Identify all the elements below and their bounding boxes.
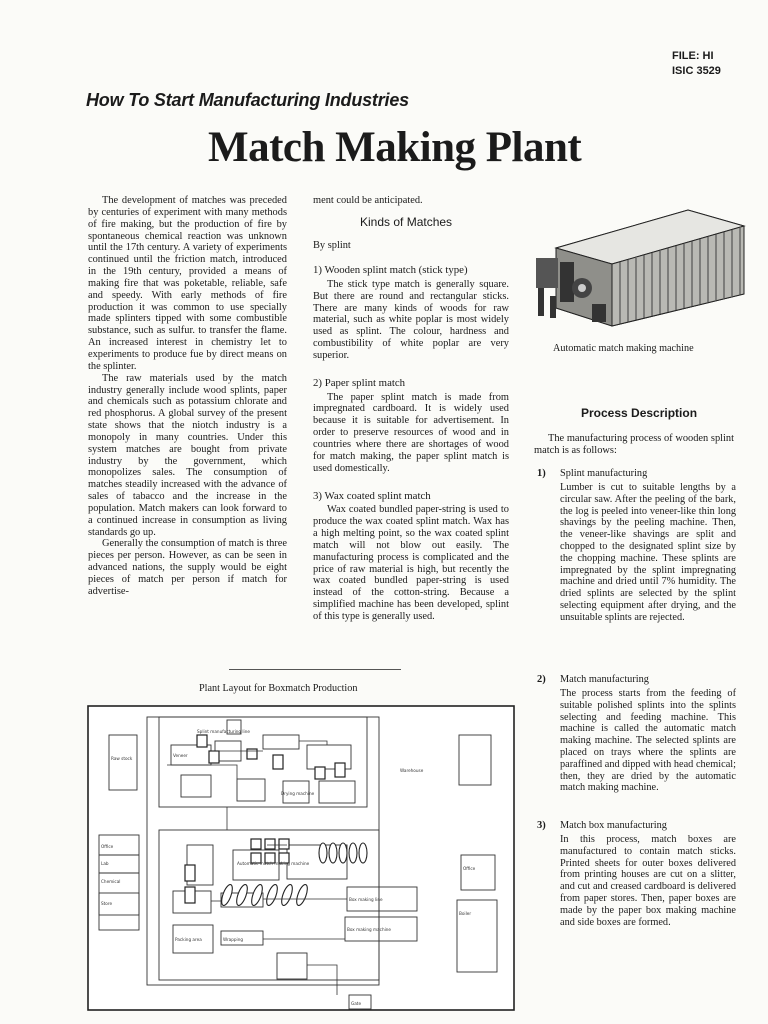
paragraph: Generally the consumption of match is three pieces per person. However, as can be seen in advanced nations, the supply would be eight pieces of match per person if match for advertise- <box>88 538 287 597</box>
label-packing: Packing area <box>175 937 202 942</box>
process-intro <box>534 433 734 457</box>
intro-column <box>88 195 287 598</box>
step-title: Splint manufacturing <box>560 468 648 479</box>
label-boiler: Boiler <box>459 911 472 916</box>
figure-caption: Automatic match making machine <box>553 343 694 354</box>
label-office: Office <box>101 844 114 849</box>
paragraph: The stick type match is generally square. But there are round and rectangular sticks. There are many kinds of woods for raw material, such as white poplar is most widely used as splint. The colour, hardness and combustibility of white poplar are very superior. <box>313 278 509 361</box>
section-heading: Kinds of Matches <box>360 215 453 229</box>
page-title: Match Making Plant <box>208 124 582 171</box>
label-lab: Lab <box>101 861 109 866</box>
label-warehouse: Warehouse <box>400 768 424 773</box>
step-title: Match box manufacturing <box>560 820 667 831</box>
step-title: Match manufacturing <box>560 674 649 685</box>
label-chemical: Chemical <box>101 879 121 884</box>
step-number: 1) <box>537 468 546 479</box>
isic-label: ISIC 3529 <box>672 65 721 77</box>
step-text: The process starts from the feeding of suitable polished splints into the splints selecting and feeding machine. This machine is called the automatic match making machine. The selected splints are placed on trays where the splints are paraffined and dipped with head chemical; then, they are dried by the automatic match making machine. <box>560 688 736 794</box>
paragraph: The manufacturing process of wooden splint match is as follows: <box>534 433 734 456</box>
step-number: 2) <box>537 674 546 685</box>
paragraph: The development of matches was preceded by centuries of experiment with many methods of fire making, but the production of fire by spontaneous chemical reaction was unknown until the 17th century. A variety of experiments continued until the friction match, introduced in the 19th century, provided a means of making fire that was poketable, reliable, safe and speedy. With early methods of fire production it was common to use specially made splinters tipped with some combustible substance, such as sulfur. to transfer the flame. An increased interest in chemistry let to experiments to produce fue by direct means on the splinter. <box>88 195 287 372</box>
item-heading: 1) Wooden splint match (stick type) <box>313 264 468 276</box>
figure-caption: Plant Layout for Boxmatch Production <box>199 683 358 694</box>
label-raw-stock: Raw stock <box>111 756 133 761</box>
label-match-machine: Automatic match making machine <box>237 861 310 866</box>
file-code <box>672 49 762 79</box>
step-number: 3) <box>537 820 546 831</box>
label-office-2: Office <box>463 866 476 871</box>
step-text: Lumber is cut to suitable lengths by a circular saw. After the peeling of the bark, the log is peeled into veneer-like thin long shavings by the peeling machine. Then, the veneer-like shavings are split and chopped to the designated splint size by the chopping machine. These splints are impregnated by the splint impregnating machine and dried until 7% humidity. The dried splints are selected by the splint selecting equipment after drying, and the unsuitable splints are rejected. <box>560 482 736 623</box>
item-heading: 2) Paper splint match <box>313 376 406 389</box>
paragraph: The paper splint match is made from impregnated cardboard. It is widely used because it is suitable for advertisement. In order to preserve resources of wood and in countries where there are shortages of wood for match making, the paper splint match is used domestically. <box>313 391 509 474</box>
continuation-text <box>313 195 509 207</box>
item-heading: 3) Wax coated splint match <box>313 489 431 502</box>
label-splint-line: Splint manufacturing line <box>197 729 250 734</box>
paragraph: Wax coated bundled paper-string is used to produce the wax coated splint match. Wax has a high melting point, so the wax coated splint match will not blow out easily. The manufacturing process is complicated and the price of raw material is high, but recently the wax coated bundled paper-string is used instead of the cotton-string. Because a simplified machine has been developed, splint of this type is generally used. <box>313 504 509 622</box>
paragraph: ment could be anticipated. <box>313 195 423 206</box>
paragraph: The raw materials used by the match industry generally include wood splints, paper and chemicals such as potassium chlorate and red phosphorus. A global survey of the present state shows that the niotch industry is a monopoly in many countries. Under this system matches are bought from private industry by the government, which monopolizes sales. The consumption of matches steadily increased with the advance of sales of tabacco and the increase in the population. Match makers can look forward to a continued increase in consumption as living standards go up. <box>88 372 287 538</box>
series-title: How To Start Manufacturing Industries <box>86 90 409 110</box>
divider <box>229 669 401 670</box>
section-heading: Process Description <box>581 406 698 420</box>
plant-layout-diagram <box>87 705 515 1011</box>
file-label: FILE: HI <box>672 50 714 62</box>
kinds-column <box>313 260 509 623</box>
step-text: In this process, match boxes are manufactured to contain match sticks. Printed sheets for outer boxes delivered from printing houses are cut on a slitter, and cut and creased cardboard is delivered from paper stores. Then, paper boxes are made by the paper box making machine and side boxes are formed. <box>560 834 736 928</box>
subheading: By splint <box>313 240 351 251</box>
label-gate: Gate <box>351 1001 362 1006</box>
label-wrap: Wrapping <box>223 937 244 942</box>
label-drying: Drying machine <box>281 791 315 796</box>
label-store: Store <box>101 901 113 906</box>
label-veneer: Veneer <box>173 753 188 758</box>
label-box-line: Box making line <box>349 897 383 902</box>
machine-illustration <box>536 196 746 331</box>
label-boxing: Box making machine <box>347 927 391 932</box>
